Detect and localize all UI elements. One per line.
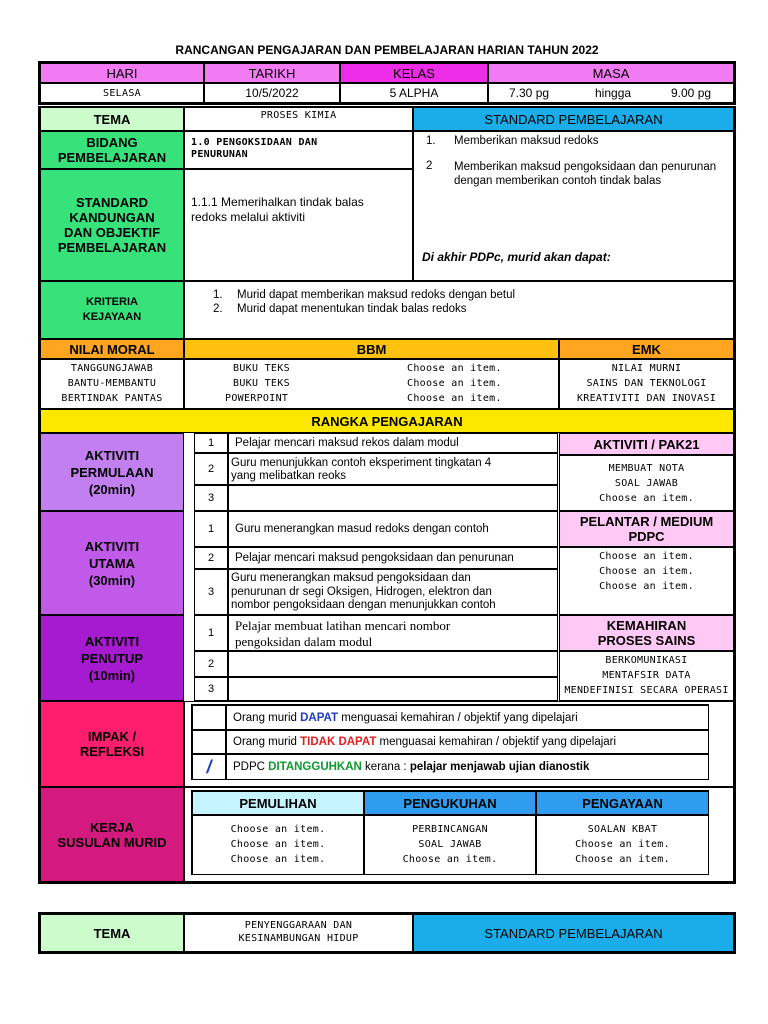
sp-item-1: Memberikan maksud redoks (454, 135, 599, 147)
kriteria-content: 1. Murid dapat memberikan maksud redoks dengan betul 2. Murid dapat menentukan tindak balas redoks (184, 281, 734, 339)
emk-list: NILAI MURNI SAINS DAN TEKNOLOGI KREATIVITI DAN INOVASI (559, 359, 734, 409)
penutup-num-1: 1 (194, 615, 228, 651)
aktiviti-pak21-label: AKTIVITI / PAK21 (559, 433, 734, 455)
permulaan-num-1: 1 (194, 433, 228, 453)
pemulihan-choice-1[interactable]: Choose an item. (230, 824, 326, 835)
aktiviti-pak21-list: MEMBUAT NOTA SOAL JAWAB Choose an item. (559, 455, 734, 511)
masa-start: 7.30 pg (509, 86, 550, 100)
tema-label: TEMA (40, 107, 184, 131)
emk-label: EMK (559, 339, 734, 359)
penutup-label: AKTIVITI PENUTUP (10min) (40, 615, 184, 701)
pelantar-choice-2[interactable]: Choose an item. (599, 566, 694, 577)
next-standard-pembelajaran-label: STANDARD PEMBELAJARAN (413, 914, 734, 952)
penutup-num-2: 2 (194, 651, 228, 677)
kriteria-item-2: Murid dapat menentukan tindak balas redoks (237, 303, 467, 315)
permulaan-step-3[interactable] (228, 485, 558, 511)
bidang-value: 1.0 PENGOKSIDAAN DAN PENURUNAN (184, 131, 413, 169)
pelantar-choice-1[interactable]: Choose an item. (599, 551, 694, 562)
bbm-list: BUKU TEKS BUKU TEKS POWERPOINT Choose an item. Choose an item. Choose an item. (184, 359, 559, 409)
hari-label: HARI (40, 63, 204, 83)
utama-num-3: 3 (194, 569, 228, 615)
penutup-num-3: 3 (194, 677, 228, 701)
next-tema-label: TEMA (40, 914, 184, 952)
hari-value: SELASA (40, 83, 204, 103)
impak-mark-3[interactable]: / (192, 754, 226, 780)
standard-pembelajaran-label: STANDARD PEMBELAJARAN (413, 107, 734, 131)
kriteria-item-1: Murid dapat memberikan maksud redoks dengan betul (237, 289, 516, 301)
kriteria-label: KRITERIA KEJAYAAN (40, 281, 184, 339)
masa-label: MASA (488, 63, 734, 83)
pengukuhan-choice[interactable]: Choose an item. (402, 854, 498, 865)
bbm-choice-3[interactable]: Choose an item. (407, 393, 502, 404)
masa-end: 9.00 pg (671, 86, 712, 100)
standard-kandungan-value: 1.1.1 Memerihalkan tindak balas redoks melalui aktiviti (184, 169, 413, 281)
objective-intro: Di akhir PDPc, murid akan dapat: (422, 250, 611, 264)
utama-step-1: Guru menerangkan masud redoks dengan contoh (228, 511, 558, 547)
pengukuhan-list: PERBINCANGAN SOAL JAWAB Choose an item. (364, 815, 536, 875)
bbm-label: BBM (184, 339, 559, 359)
pemulihan-choice-3[interactable]: Choose an item. (230, 854, 326, 865)
rangka-pengajaran-label: RANGKA PENGAJARAN (40, 409, 734, 433)
bbm-choice-2[interactable]: Choose an item. (407, 378, 502, 389)
next-tema-value: PENYENGGARAAN DAN KESINAMBUNGAN HIDUP (184, 914, 413, 952)
utama-num-1: 1 (194, 511, 228, 547)
masa-separator: hingga (595, 86, 632, 100)
impak-row-ditangguhkan: PDPC DITANGGUHKAN kerana : pelajar menjawab ujian dianostik (226, 754, 709, 780)
pelantar-choice-3[interactable]: Choose an item. (599, 581, 694, 592)
penutup-step-3[interactable] (228, 677, 558, 701)
impak-row-dapat: Orang murid DAPAT menguasai kemahiran / objektif yang dipelajari (226, 705, 709, 730)
tema-value: PROSES KIMIA (260, 110, 337, 121)
tarikh-label: TARIKH (204, 63, 340, 83)
kemahiran-label: KEMAHIRAN PROSES SAINS (559, 615, 734, 651)
penutup-step-2[interactable] (228, 651, 558, 677)
permulaan-step-2: Guru menunjukkan contoh eksperiment tingkatan 4 yang melibatkan reoks (228, 453, 558, 485)
ditangguhkan-reason: pelajar menjawab ujian dianostik (409, 761, 590, 773)
permulaan-num-3: 3 (194, 485, 228, 511)
permulaan-num-2: 2 (194, 453, 228, 485)
standard-pembelajaran-content: 1. Memberikan maksud redoks 2 Memberikan maksud pengoksidaan dan penurunan dengan memberikan contoh tindak balas Di akhir PDPc, murid akan dapat: (413, 131, 734, 281)
pemulihan-choice-2[interactable]: Choose an item. (230, 839, 326, 850)
nilai-moral-list: TANGGUNGJAWAB BANTU-MEMBANTU BERTINDAK PANTAS (40, 359, 184, 409)
tema-cell (184, 107, 413, 131)
pengayaan-label: PENGAYAAN (536, 791, 709, 815)
penutup-step-1: Pelajar membuat latihan mencari nombor pengoksidan dalam modul (228, 615, 558, 651)
utama-step-3: Guru menerangkan maksud pengoksidaan dan penurunan dr segi Oksigen, Hidrogen, elektron dan nombor pengoksidaan dengan menunjukkan contoh (228, 569, 558, 615)
kelas-value: 5 ALPHA (340, 83, 488, 103)
pengayaan-choice-1[interactable]: Choose an item. (575, 839, 670, 850)
permulaan-step-1: Pelajar mencari maksud rekos dalam modul (228, 433, 558, 453)
nilai-moral-label: NILAI MORAL (40, 339, 184, 359)
standard-kandungan-label: STANDARD KANDUNGAN DAN OBJEKTIF PEMBELAJARAN (40, 169, 184, 281)
pak21-choice[interactable]: Choose an item. (599, 493, 694, 504)
impak-row-tidak-dapat: Orang murid TIDAK DAPAT menguasai kemahiran / objektif yang dipelajari (226, 730, 709, 754)
permulaan-label: AKTIVITI PERMULAAN (20min) (40, 433, 184, 511)
pelantar-label: PELANTAR / MEDIUM PDPC (559, 511, 734, 547)
kerja-susulan-label: KERJA SUSULAN MURID (40, 787, 184, 882)
kelas-label: KELAS (340, 63, 488, 83)
pemulihan-list (192, 815, 364, 875)
page-title: RANCANGAN PENGAJARAN DAN PEMBELAJARAN HARIAN TAHUN 2022 (175, 43, 599, 57)
pengukuhan-label: PENGUKUHAN (364, 791, 536, 815)
impak-label: IMPAK / REFLEKSI (40, 701, 184, 787)
pengayaan-choice-2[interactable]: Choose an item. (575, 854, 670, 865)
utama-label: AKTIVITI UTAMA (30min) (40, 511, 184, 615)
masa-value (488, 83, 734, 103)
pengayaan-list: SOALAN KBAT Choose an item. Choose an item. (536, 815, 709, 875)
bbm-choice-1[interactable]: Choose an item. (407, 363, 502, 374)
impak-mark-2[interactable] (192, 730, 226, 754)
pemulihan-label: PEMULIHAN (192, 791, 364, 815)
pelantar-list (559, 547, 734, 615)
impak-mark-1[interactable] (192, 705, 226, 730)
sp-item-2: Memberikan maksud pengoksidaan dan penurunan dengan memberikan contoh tindak balas (454, 161, 717, 187)
kemahiran-list: BERKOMUNIKASI MENTAFSIR DATA MENDEFINISI SECARA OPERASI (559, 651, 734, 701)
tarikh-value: 10/5/2022 (204, 83, 340, 103)
utama-num-2: 2 (194, 547, 228, 569)
bidang-label: BIDANG PEMBELAJARAN (40, 131, 184, 169)
utama-step-2: Pelajar mencari maksud pengoksidaan dan penurunan (228, 547, 558, 569)
